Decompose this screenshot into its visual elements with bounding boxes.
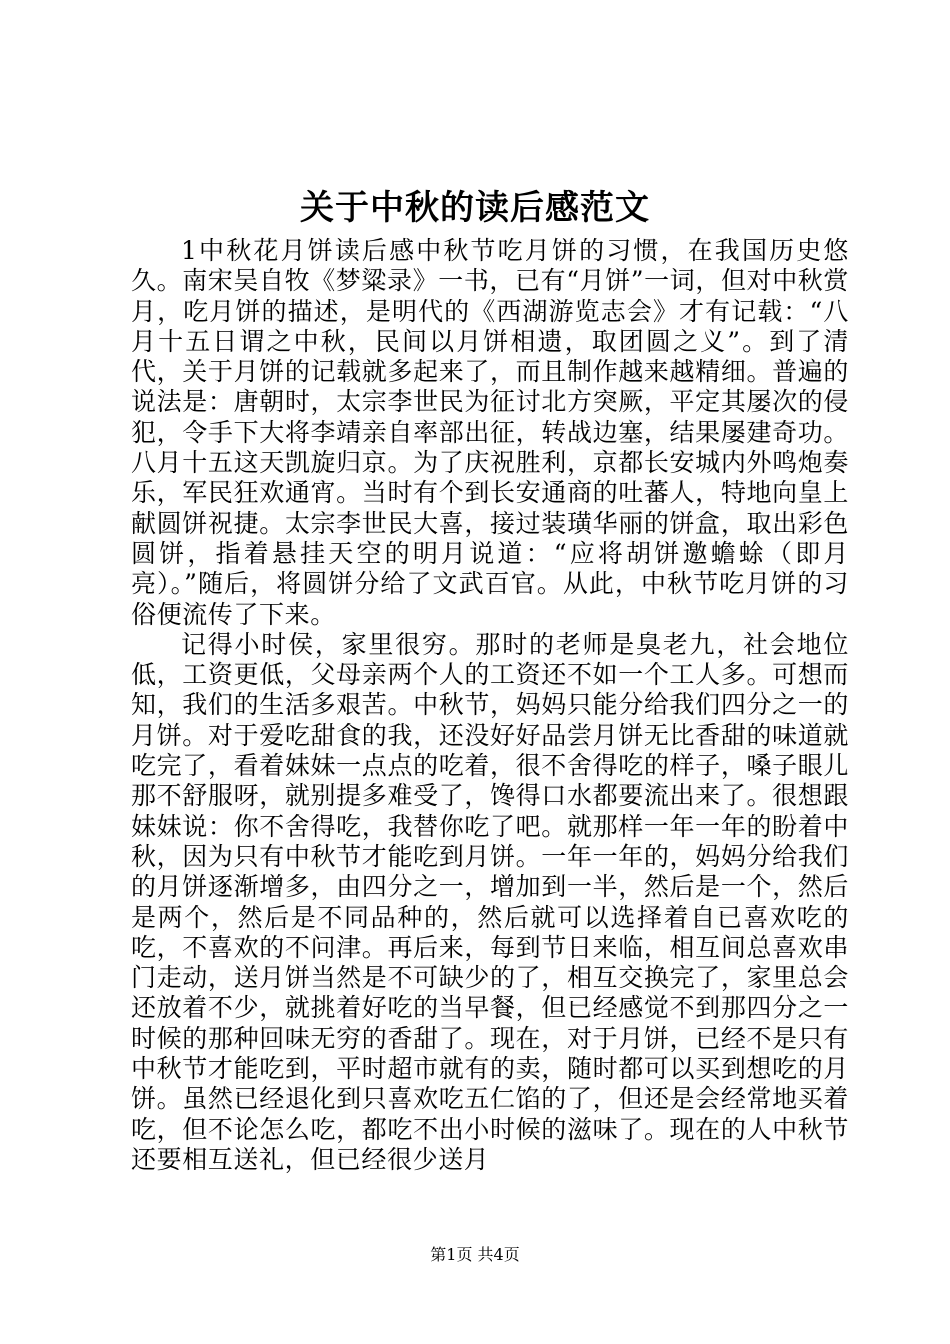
paragraph-2: 记得小时侯，家里很穷。那时的老师是臭老九，社会地位低，工资更低，父母亲两个人的工资还不如一个工人多。可想而知，我们的生活多艰苦。中秋节，妈妈只能分给我们四分之一的月饼。对于爱吃甜食的我，还没好好品尝月饼无比香甜的味道就吃完了，看着妹妹一点点的吃着，很不舍得吃的样子，嗓子眼儿那不舒服呀，就别提多难受了，馋得口水都要流出来了。很想跟妹妹说：你不舍得吃，我替你吃了吧。就那样一年一年的盼着中秋，因为只有中秋节才能吃到月饼。一年一年的，妈妈分给我们的月饼逐渐增多，由四分之一，增加到一半，然后是一个，然后是两个，然后是不同品种的，然后就可以选择着自已喜欢吃的吃，不喜欢的不问津。再后来，每到节日来临，相互间总喜欢串门走动，送月饼当然是不可缺少的了，相互交换完了，家里总会还放着不少，就挑着好吃的当早餐，但已经感觉不到那四分之一时候的那种回味无穷的香甜了。现在，对于月饼，已经不是只有中秋节才能吃到，平时超市就有的卖，随时都可以买到想吃的月饼。虽然已经退化到只喜欢吃五仁馅的了，但还是会经常地买着吃，但不论怎么吃，都吃不出小时候的滋味了。现在的人中秋节还要相互送礼，但已经很少送月 (131, 629, 849, 1174)
page-number-footer: 第1页 共4页 (430, 1245, 520, 1264)
paragraph-1: 1中秋花月饼读后感中秋节吃月饼的习惯，在我国历史悠久。南宋吴自牧《梦粱录》一书，已有“月饼”一词，但对中秋赏月，吃月饼的描述，是明代的《西湖游览志会》才有记载：“八月十五日谓之中秋，民间以月饼相遗，取团圆之义”。到了清代，关于月饼的记载就多起来了，而且制作越来越精细。普遍的说法是：唐朝时，太宗李世民为征讨北方突厥，平定其屡次的侵犯，令手下大将李靖亲自率部出征，转战边塞，结果屡建奇功。八月十五这天凯旋归京。为了庆祝胜利，京都长安城内外鸣炮奏乐，军民狂欢通宵。当时有个到长安通商的吐蕃人，特地向皇上献圆饼祝捷。太宗李世民大喜，接过装璜华丽的饼盒，取出彩色圆饼，指着悬挂天空的明月说道：“应将胡饼邀蟾蜍（即月亮）。”随后，将圆饼分给了文武百官。从此，中秋节吃月饼的习俗便流传了下来。 (131, 236, 849, 629)
document-title: 关于中秋的读后感范文 (300, 188, 650, 228)
document-body (131, 236, 849, 1175)
